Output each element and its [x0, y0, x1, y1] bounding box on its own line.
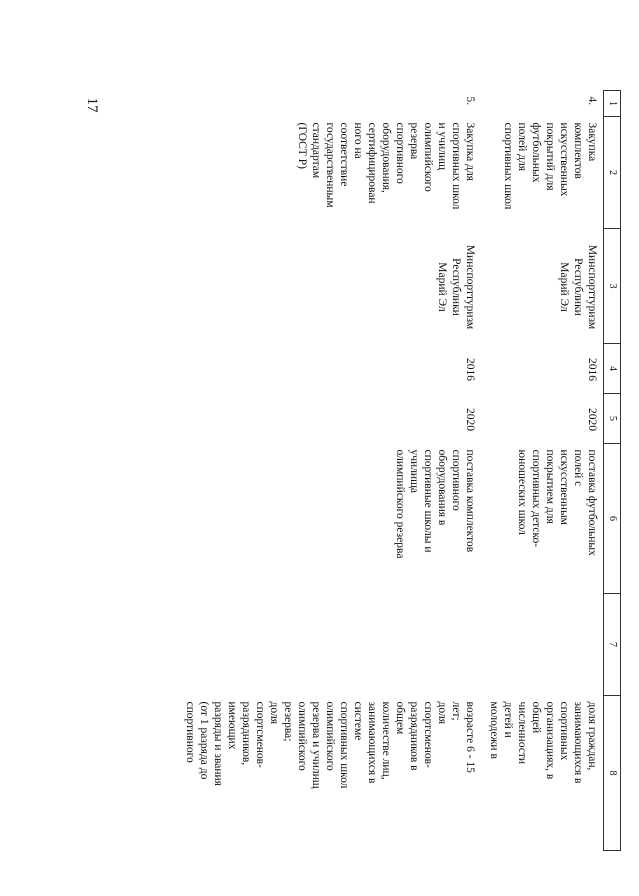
expected-result-cell	[481, 444, 604, 594]
expected-result-cell	[177, 444, 481, 594]
indicator-line: спортсменов-	[422, 701, 434, 768]
indicator-line: лет;	[450, 701, 462, 721]
indicator-line: занимающихся в	[366, 701, 378, 784]
executor-line: Минспорттуризм	[586, 244, 598, 330]
row-number-cell: 5.	[464, 96, 476, 106]
expected-result-line: поставка футбольных	[586, 449, 598, 556]
indicator-line: доля	[436, 701, 448, 724]
indicator-line: доля	[268, 701, 280, 724]
col-header-3: 3	[604, 229, 621, 344]
indicator-line: детей и	[502, 701, 514, 738]
table-row	[177, 91, 481, 851]
expected-result-line: юношеских школ	[516, 449, 528, 535]
expected-result-line: спортивных детско-	[530, 449, 542, 548]
executor-line: Марий Эл	[436, 262, 448, 312]
indicator-line: разрядников в	[408, 701, 420, 771]
executor-line: Республики	[450, 258, 462, 316]
executor-line: Марий Эл	[558, 262, 570, 312]
indicator-line: доля граждан,	[586, 701, 598, 771]
expected-result-line: училища	[408, 449, 420, 494]
event-name-line: оборудования,	[380, 122, 392, 193]
indicator-line: спортивных школ	[338, 701, 350, 789]
indicator-line: олимпийского	[324, 701, 336, 771]
indicator-line: (от 1 разряда до	[198, 701, 210, 780]
indicator-cell	[481, 696, 604, 851]
executor-line: Республики	[572, 258, 584, 316]
expected-result-line: покрытием для	[544, 449, 556, 524]
expected-result-line: искусственным	[558, 449, 570, 525]
table-row	[481, 91, 604, 851]
event-name-line: спортивных школ	[502, 122, 514, 210]
event-name-line: стандартам	[310, 122, 322, 179]
expected-result-line: спортивного	[450, 449, 462, 511]
indicator-line: общей	[530, 701, 542, 734]
indicator-cell	[177, 696, 481, 851]
event-name-line: полей для	[516, 122, 528, 172]
event-name-cell	[177, 117, 481, 229]
event-name-line: Закупка для	[464, 122, 476, 181]
col-header-6: 6	[604, 444, 621, 594]
indicator-line: имеющих	[226, 701, 238, 750]
event-name-cell	[481, 117, 604, 229]
indicator-line: системе	[352, 701, 364, 741]
col-header-4: 4	[604, 344, 621, 394]
expected-result-line: олимпийского резерва	[394, 449, 406, 559]
executor-cell	[177, 229, 481, 344]
column-7-cell	[481, 594, 604, 696]
indicator-line: количестве лиц,	[380, 701, 392, 780]
expected-result-line: спортивные школы и	[422, 449, 434, 553]
event-name-line: спортивного	[394, 122, 406, 184]
start-year-cell: 2016	[586, 358, 598, 381]
indicator-line: разрядников,	[240, 701, 252, 766]
col-header-8: 8	[604, 696, 621, 851]
indicator-line: спортивных	[558, 701, 570, 761]
indicator-line: общем	[394, 701, 406, 735]
indicator-line: разряды и звания	[212, 701, 224, 786]
indicator-line: резерва;	[282, 701, 294, 742]
indicator-line: резерва и училищ	[310, 701, 322, 789]
rotated-table-wrapper	[121, 90, 621, 850]
indicator-line: спортивного	[184, 701, 196, 763]
row-number-cell: 4.	[586, 96, 598, 106]
column-7-cell	[177, 594, 481, 696]
start-year-cell: 2016	[464, 358, 476, 381]
event-name-line: Закупка	[586, 122, 598, 162]
expected-result-line: полей с	[572, 449, 584, 487]
indicator-line: спортсменов-	[254, 701, 266, 768]
col-header-7: 7	[604, 594, 621, 696]
column-number-row	[604, 91, 621, 851]
indicator-line: численности	[516, 701, 528, 765]
col-header-1: 1	[604, 91, 621, 117]
event-name-line: покрытий для	[544, 122, 556, 191]
event-name-line: государственным	[324, 122, 336, 208]
col-header-5: 5	[604, 394, 621, 444]
event-name-line: (ГОСТ Р)	[296, 122, 308, 169]
end-year-cell: 2020	[586, 408, 598, 431]
event-name-line: комплектов	[572, 122, 584, 179]
program-table	[177, 90, 621, 851]
expected-result-line: оборудования в	[436, 449, 448, 526]
event-name-line: и училищ	[436, 122, 448, 170]
event-name-line: ного на	[352, 122, 364, 159]
event-name-line: сертифицирован	[366, 122, 378, 204]
indicator-line: олимпийского	[296, 701, 308, 771]
expected-result-line: поставка комплектов	[464, 449, 476, 553]
col-header-2: 2	[604, 117, 621, 229]
executor-cell	[481, 229, 604, 344]
event-name-line: олимпийского	[422, 122, 434, 192]
indicator-line: организациях, в	[544, 701, 556, 780]
end-year-cell: 2020	[464, 408, 476, 431]
indicator-line: возрасте 6 - 15	[464, 701, 476, 773]
event-name-line: искусственных	[558, 122, 570, 197]
indicator-line: молодежи в	[488, 701, 500, 759]
event-name-line: резерва	[408, 122, 420, 160]
executor-line: Минспорттуризм	[464, 244, 476, 330]
page-number: 17	[84, 97, 100, 113]
indicator-line: занимающихся в	[572, 701, 584, 784]
event-name-line: футбольных	[530, 122, 542, 183]
event-name-line: соответствие	[338, 122, 350, 187]
event-name-line: спортивных школ	[450, 122, 462, 210]
